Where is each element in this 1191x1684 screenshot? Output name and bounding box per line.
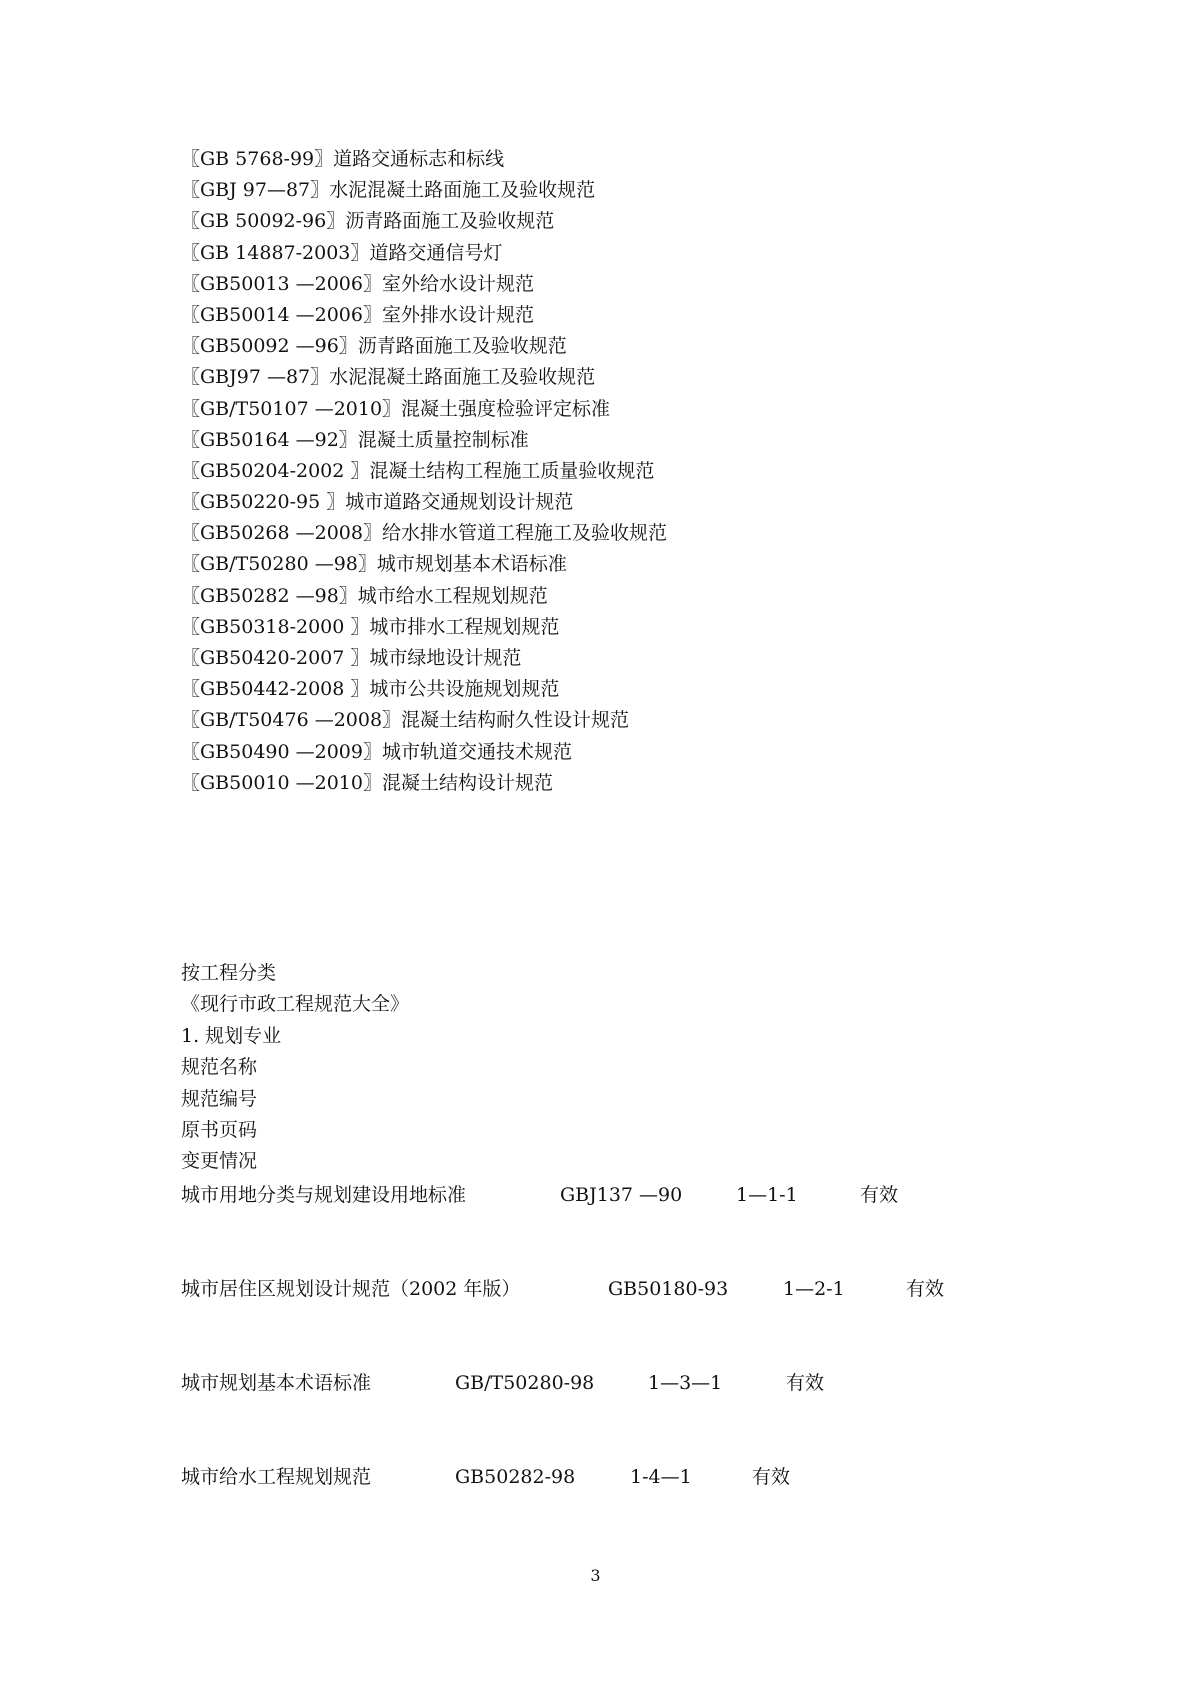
spec-code: GB/T50280-98 xyxy=(455,1372,595,1394)
standard-item: 〖GB50490 —2009〗城市轨道交通技术规范 xyxy=(181,740,572,763)
spec-name: 城市用地分类与规划建设用地标准 xyxy=(181,1184,467,1206)
standard-item: 〖GBJ97 —87〗水泥混凝土路面施工及验收规范 xyxy=(181,366,596,389)
header-status: 变更情况 xyxy=(181,1150,258,1173)
standard-item: 〖GB50442-2008 〗城市公共设施规划规范 xyxy=(181,678,560,701)
standard-item: 〖GB50164 —92〗混凝土质量控制标准 xyxy=(181,428,529,451)
spec-status: 有效 xyxy=(752,1466,791,1488)
standard-item: 〖GB50013 —2006〗室外给水设计规范 xyxy=(181,272,534,295)
standard-item: 〖GB 5768-99〗道路交通标志和标线 xyxy=(181,148,505,170)
header-spec-code: 规范编号 xyxy=(181,1087,258,1110)
book-title: 《现行市政工程规范大全》 xyxy=(181,993,410,1016)
standard-item: 〖GB 50092-96〗沥青路面施工及验收规范 xyxy=(181,210,555,233)
standard-item: 〖GB/T50280 —98〗城市规划基本术语标准 xyxy=(181,553,567,576)
standard-item: 〖GB/T50107 —2010〗混凝土强度检验评定标准 xyxy=(181,397,611,420)
spec-code: GB50282-98 xyxy=(455,1466,576,1488)
standard-item: 〖GBJ 97—87〗水泥混凝土路面施工及验收规范 xyxy=(181,179,596,202)
spec-name: 城市给水工程规划规范 xyxy=(181,1466,372,1488)
spec-page: 1—1-1 xyxy=(736,1184,798,1206)
standards-list xyxy=(181,144,667,799)
standard-item: 〖GB50318-2000 〗城市排水工程规划规范 xyxy=(181,615,560,638)
spec-page: 1-4—1 xyxy=(630,1466,692,1488)
spec-page: 1—2-1 xyxy=(783,1278,845,1300)
classification-section xyxy=(181,958,409,1178)
spec-code: GB50180-93 xyxy=(608,1278,729,1300)
standard-item: 〖GB50204-2002 〗混凝土结构工程施工质量验收规范 xyxy=(181,459,655,482)
standard-item: 〖GB 14887-2003〗道路交通信号灯 xyxy=(181,241,503,264)
spec-code: GBJ137 —90 xyxy=(560,1184,683,1206)
header-spec-name: 规范名称 xyxy=(181,1056,258,1079)
standard-item: 〖GB50268 —2008〗给水排水管道工程施工及验收规范 xyxy=(181,522,667,545)
spec-name: 城市居住区规划设计规范（2002 年版） xyxy=(181,1278,521,1300)
spec-status: 有效 xyxy=(906,1278,945,1300)
spec-name: 城市规划基本术语标准 xyxy=(181,1372,372,1394)
header-page: 原书页码 xyxy=(181,1118,258,1141)
category-heading: 按工程分类 xyxy=(181,962,277,984)
standard-item: 〖GB50014 —2006〗室外排水设计规范 xyxy=(181,303,534,326)
page-number: 3 xyxy=(590,1566,601,1585)
spec-status: 有效 xyxy=(786,1372,825,1394)
standard-item: 〖GB/T50476 —2008〗混凝土结构耐久性设计规范 xyxy=(181,709,630,732)
subsection-heading: 1. 规划专业 xyxy=(181,1024,282,1047)
standard-item: 〖GB50092 —96〗沥青路面施工及验收规范 xyxy=(181,335,567,358)
spec-status: 有效 xyxy=(860,1184,899,1206)
standard-item: 〖GB50420-2007 〗城市绿地设计规范 xyxy=(181,647,522,669)
spec-page: 1—3—1 xyxy=(648,1372,723,1394)
standard-item: 〖GB50282 —98〗城市给水工程规划规范 xyxy=(181,584,548,607)
standard-item: 〖GB50220-95 〗城市道路交通规划设计规范 xyxy=(181,491,574,514)
standard-item: 〖GB50010 —2010〗混凝土结构设计规范 xyxy=(181,771,553,794)
